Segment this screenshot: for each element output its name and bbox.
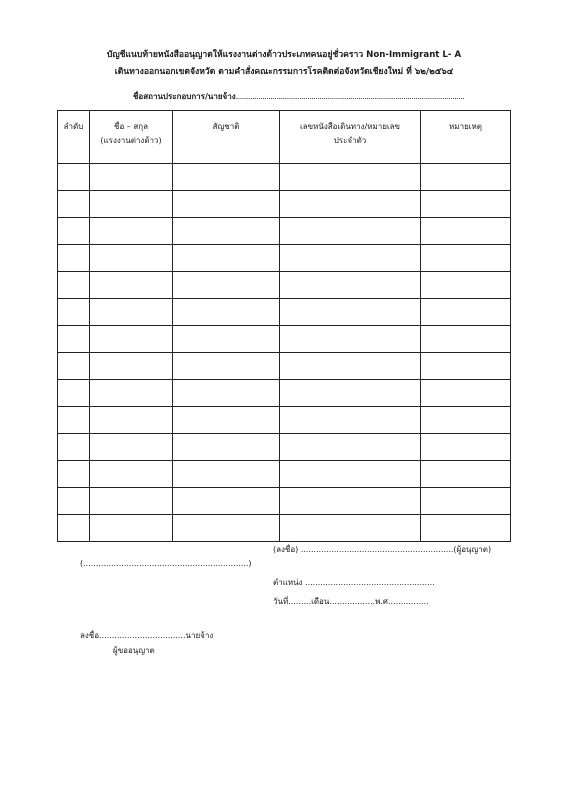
company-name-value: ................................................................................................................ [235,92,465,101]
table-cell [90,407,173,434]
table-cell [58,461,90,488]
table-cell [173,461,280,488]
table-cell [173,380,280,407]
table-cell [280,488,421,515]
column-header-no [58,111,90,164]
table-cell [58,299,90,326]
table-cell [58,326,90,353]
column-header-name-label: ชื่อ – สกุล [114,122,148,131]
table-row [58,191,511,218]
table-cell [280,164,421,191]
table-cell [90,515,173,542]
column-header-name [90,111,173,164]
table-cell [58,353,90,380]
table-row [58,272,511,299]
table-row [58,299,511,326]
table-cell [421,380,511,407]
column-header-passport-sublabel: ประจำตัว [333,136,367,145]
table-cell [421,515,511,542]
table-cell [58,488,90,515]
table-cell [58,380,90,407]
table-cell [90,191,173,218]
approver-position-line: ตำแหน่ง ................................................... [273,578,435,587]
table-row [58,164,511,191]
table-cell [90,272,173,299]
table-cell [90,380,173,407]
table-row [58,407,511,434]
table-header-row [58,111,511,164]
table-row [58,353,511,380]
table-cell [90,434,173,461]
table-cell [58,191,90,218]
table-cell [280,245,421,272]
table-cell [173,191,280,218]
table-cell [173,245,280,272]
applicant-label: ผู้ขออนุญาต [113,646,155,655]
table-cell [280,434,421,461]
table-cell [421,434,511,461]
table-cell [280,218,421,245]
column-header-remark-label: หมายเหตุ [449,122,482,131]
approval-date-line: วันที่.........เดือน..................พ.ศ................ [273,597,429,606]
table-cell [173,272,280,299]
table-cell [421,164,511,191]
table-cell [90,299,173,326]
table-row [58,488,511,515]
column-header-no-label: ลำดับ [63,122,84,131]
table-cell [90,326,173,353]
table-cell [421,245,511,272]
table-cell [280,299,421,326]
table-cell [421,326,511,353]
table-cell [280,461,421,488]
table-cell [173,488,280,515]
column-header-nationality-label: สัญชาติ [212,122,240,131]
table-cell [280,515,421,542]
table-cell [421,461,511,488]
column-header-remark [421,111,511,164]
table-cell [58,272,90,299]
table-cell [421,299,511,326]
table-cell [58,515,90,542]
table-cell [90,245,173,272]
table-cell [173,353,280,380]
table-row [58,245,511,272]
table-cell [58,434,90,461]
table-cell [421,272,511,299]
table-cell [90,164,173,191]
table-row [58,326,511,353]
table-row [58,434,511,461]
table-row [58,515,511,542]
table-cell [173,218,280,245]
table-row [58,218,511,245]
approver-name-parentheses: (.................................................................) [80,559,252,568]
column-header-passport [280,111,421,164]
table-cell [421,407,511,434]
table-cell [173,299,280,326]
column-header-name-sublabel: (แรงงานต่างด้าว) [100,136,162,145]
table-cell [421,353,511,380]
table-cell [58,245,90,272]
table-cell [58,407,90,434]
worker-list-table [57,110,511,542]
company-name-label: ชื่อสถานประกอบการ/นายจ้าง [133,92,236,101]
table-cell [173,407,280,434]
table-row [58,461,511,488]
table-cell [421,218,511,245]
column-header-passport-label: เลขหนังสือเดินทาง/หมายเลข [299,122,401,131]
table-cell [280,326,421,353]
company-name-line [133,90,464,103]
table-cell [173,326,280,353]
table-cell [421,488,511,515]
table-cell [280,272,421,299]
table-cell [90,218,173,245]
column-header-nationality [173,111,280,164]
table-cell [90,488,173,515]
table-cell [280,407,421,434]
employer-sign-line: ลงชื่อ..................................นายจ้าง [80,631,214,640]
table-cell [90,461,173,488]
table-cell [280,191,421,218]
table-cell [280,353,421,380]
table-cell [58,218,90,245]
table-cell [421,191,511,218]
table-cell [173,515,280,542]
approver-sign-line: (ลงชื่อ) ............................................................(ผู้อนุญาต) [273,545,492,554]
table-cell [58,164,90,191]
table-cell [173,164,280,191]
table-cell [90,353,173,380]
table-row [58,380,511,407]
table-cell [280,380,421,407]
document-title-line1: บัญชีแนบท้ายหนังสืออนุญาตให้แรงงานต่างด้าวประเภทคนอยู่ชั่วคราว Non-Immigrant L- A [106,50,462,60]
table-body [58,164,511,542]
table-cell [173,434,280,461]
document-title-line2: เดินทางออกนอกเขตจังหวัด ตามคำสั่งคณะกรรมการโรคติดต่อจังหวัดเชียงใหม่ ที่ ๖๒/๒๕๖๔ [114,67,454,77]
